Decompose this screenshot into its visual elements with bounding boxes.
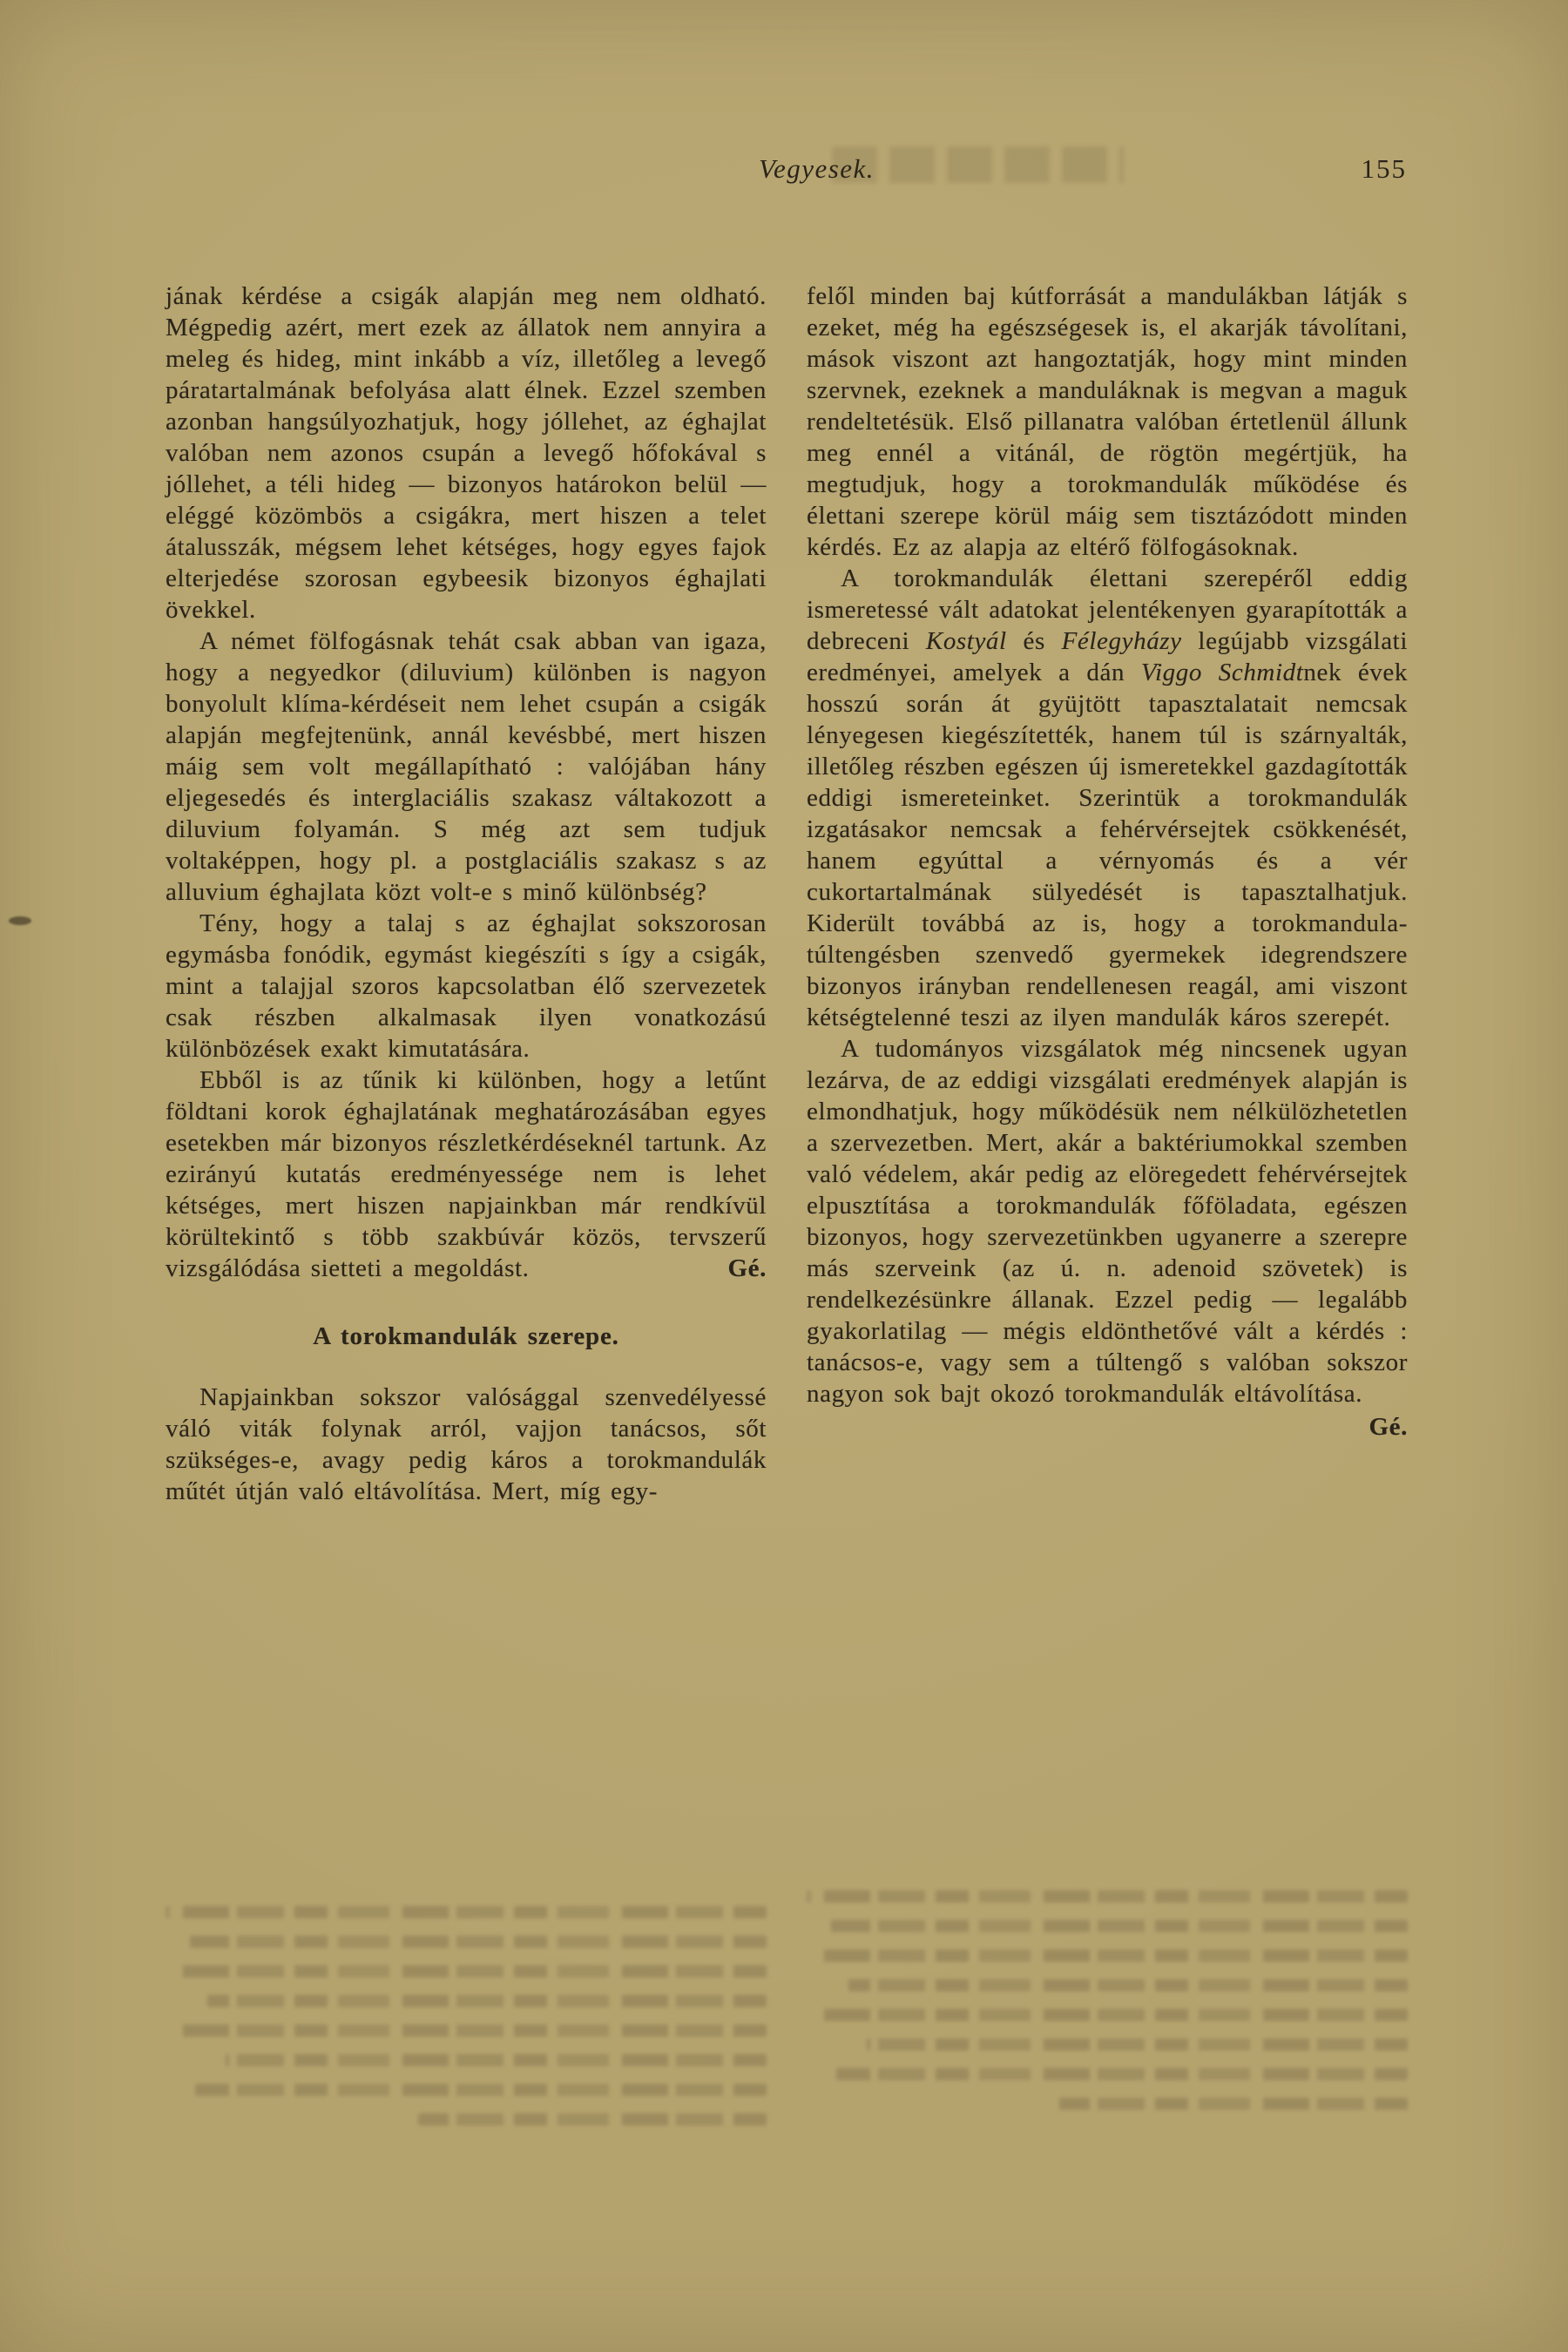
text-block	[166, 280, 1408, 1507]
paragraph: A tudományos vizsgálatok még nincsenek ugyan lezárva, de az eddigi vizsgálati eredmények alapján is elmondhatjuk, hogy működésük nem nélkülözhetetlen a szervezetben. Mert, akár a baktériumokkal szemben való védelem, akár pedig az elöregedett fehérvérsejtek elpusztítása a torokmandulák főföladata, egészen bizonyos, hogy szervezetünkben ugyanerre a szerepre más szerveink (az ú. n. adenoid szövetek) is rendelkezésünkre állanak. Ezzel pedig — legalább gyakorlatilag — mégis eldönthetővé vált a kérdés : tanácsos-e, vagy sem a túltengő s valóban sokszor nagyon sok bajt okozó torokmandulák eltávolítása.	[807, 1035, 1408, 1408]
ink-speck	[9, 916, 31, 925]
left-column	[166, 280, 767, 1507]
bleed-through-mark	[832, 146, 1124, 183]
bleed-through-line	[819, 2009, 1408, 2021]
bleed-through-line	[207, 1995, 767, 2007]
paragraph: Napjainkban sokszor valósággal szenvedélyessé váló viták folynak arról, vajjon tanácsos, sőt szükséges-e, avagy pedig káros a torokmandulák műtét útján való eltávolítása. Mert, míg egy-	[166, 1383, 767, 1505]
author-initials: Gé.	[727, 1254, 767, 1282]
bleed-through-line	[166, 1906, 767, 1918]
bleed-through-line	[807, 1890, 1408, 1903]
running-head	[166, 153, 1407, 185]
bleed-through-line	[196, 2084, 767, 2096]
article-heading: A torokmandulák szerepe.	[313, 1322, 619, 1350]
author-initials: Gé.	[1369, 1413, 1408, 1441]
right-column	[807, 280, 1408, 1507]
paragraph: A német fölfogásnak tehát csak abban van igaza, hogy a negyedkor (diluvium) különben is nagyon bonyolult klíma-kérdéseit nem lehet csupán a csigák alapján megfejtenünk, annál kevésbbé, mert hiszen máig sem volt megállapítható : valójában hány eljegesedés és interglaciális szakasz váltakozott a diluvium folyamán. S még azt sem tudjuk voltaképpen, hogy pl. a postglaciális szakasz s az alluvium éghajlata közt volt-e s minő különbség?	[166, 627, 767, 906]
bleed-through-line	[1059, 2098, 1408, 2110]
running-title: Vegyesek.	[758, 153, 875, 184]
bleed-through-line	[848, 1979, 1408, 1991]
bleed-through-line	[178, 2024, 767, 2037]
paragraph-continuation: jának kérdése a csigák alapján meg nem oldható. Mégpedig azért, mert ezek az állatok nem annyira a meleg és hideg, mint inkább a víz, illetőleg a levegő páratartalmának befolyása alatt élnek. Ezzel szemben azonban hangsúlyozhatjuk, hogy jóllehet, az éghajlat valóban nem azonos csupán a levegő hőfokával s jóllehet, a téli hideg — bizonyos határokon belül — eléggé közömbös a csigákra, mert hiszen a telet átalusszák, mégsem lehet kétséges, hogy egyes fajok elterjedése szorosan egybeesik bizonyos éghajlati övekkel.	[166, 282, 767, 624]
paragraph-with-signature	[166, 1064, 767, 1284]
signature-line	[807, 1411, 1408, 1443]
bleed-through-line	[813, 1950, 1408, 1962]
bleed-through-line	[831, 1920, 1408, 1932]
paragraph-text: Ebből is az tűnik ki különben, hogy a letűnt földtani korok éghajlatának meghatározásában egyes esetekben már bizonyos részletkérdéseknél tartunk. Az ezirányú kutatás eredményessége nem is lehet kétséges, mert hiszen napjainkban már rendkívül körültekintő s több szakbúvár közös, tervszerű vizsgálódása sietteti a megoldást.	[166, 1066, 767, 1282]
paragraph: A torokmandulák élettani szerepéről eddig ismeretessé vált adatokat jelentékenyen gyarapították a debreceni Kostyál és Félegyházy legújabb vizsgálati eredményei, amelyek a dán Viggo Schmidtnek évek hosszú során át gyüjtött tapasztalatait nemcsak lényegesen kiegészítették, hanem túl is szárnyalták, illetőleg részben egészen új ismeretekkel gazdagították eddigi ismereteinket. Szerintük a torokmandulák izgatásakor nemcsak a fehérvérsejtek csökkenését, hanem egyúttal a vérnyomás és a vér cukortartalmának sülyedését is tapasztalhatjuk. Kiderült továbbá az is, hogy a torokmandula-túltengésben szenvedő gyermekek idegrendszere bizonyos irányban rendellenesen reagál, ami viszont kétségtelenné teszi az ilyen mandulák káros szerepét.	[807, 564, 1408, 1031]
bleed-through-line	[172, 1965, 767, 1977]
bleed-through-line	[867, 2038, 1408, 2051]
bleed-through-text	[166, 1889, 767, 2143]
paragraph-continuation: felől minden baj kútforrását a mandulákban látják s ezeket, még ha egészségesek is, el akarják távolítani, mások viszont azt hangoztatják, hogy mint minden szervnek, ezeknek a manduláknak is megvan a maguk rendeltetésük. Első pillanatra valóban értetlenül állunk meg ennél a vitánál, de rögtön megértjük, ha megtudjuk, hogy a torokmandulák működése és élettani szerepe körül máig sem tisztázódott minden kérdés. Ez az alapja az eltérő fölfogásoknak.	[807, 282, 1408, 561]
bleed-through-line	[190, 1936, 767, 1948]
bleed-through-line	[226, 2054, 767, 2066]
bleed-through-line	[418, 2113, 767, 2126]
paragraph: Tény, hogy a talaj s az éghajlat sokszorosan egymásba fonódik, egymást kiegészíti s így a csigák, mint a talajjal szoros kapcsolatban élő szervezetek csak részben alkalmasak ilyen vonatkozású különbözések exakt kimutatására.	[166, 909, 767, 1063]
bleed-through-text	[807, 1873, 1408, 2127]
page-number: 155	[1361, 153, 1407, 184]
bleed-through-line	[837, 2068, 1409, 2080]
